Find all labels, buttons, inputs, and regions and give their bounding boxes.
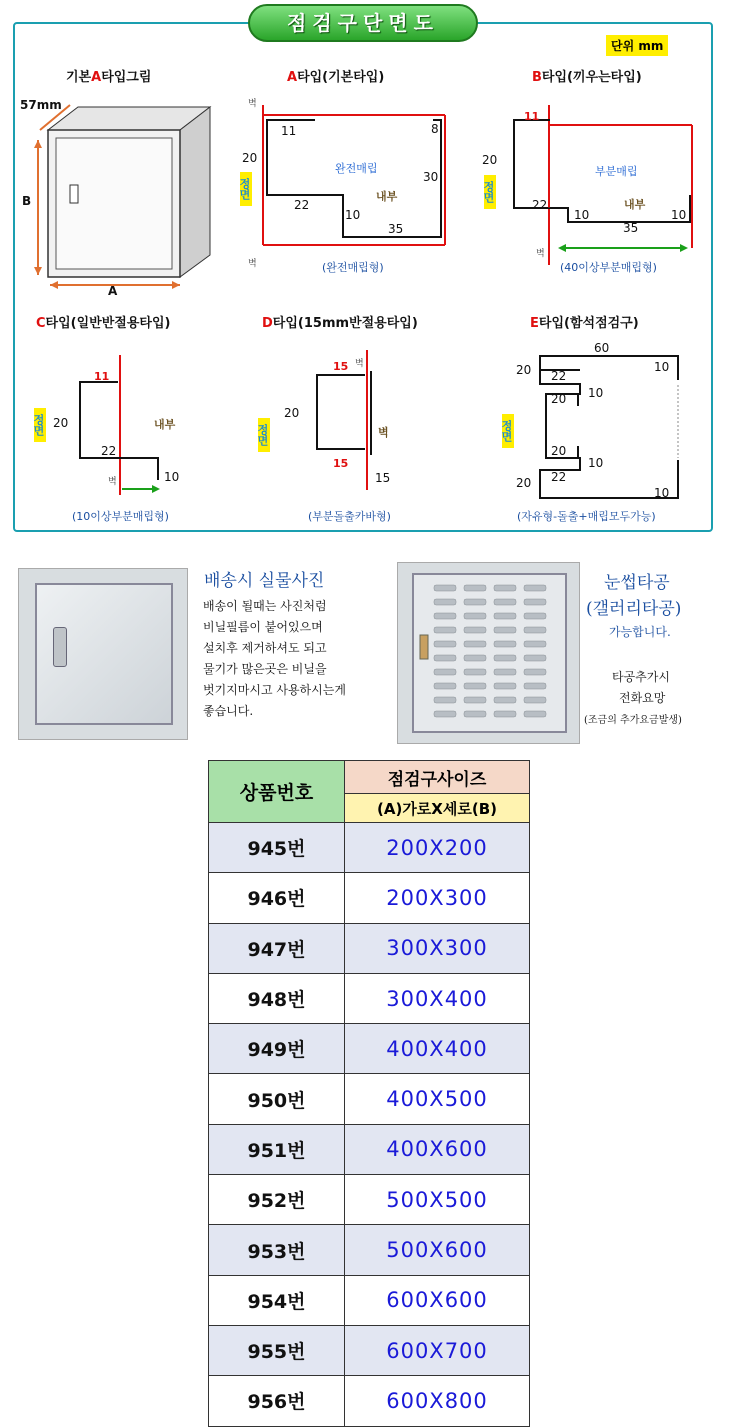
- type-c-caption: (10이상부분매립형): [72, 510, 169, 523]
- type-d-caption: (부분돌출카바형): [308, 510, 391, 523]
- basic-height-label: B: [22, 194, 32, 208]
- table-row: 951번 400X600: [209, 1124, 530, 1174]
- type-a-inside-label: 내부: [376, 190, 398, 203]
- type-b-d22: 22: [532, 198, 548, 212]
- type-e-d10d: 10: [654, 486, 670, 500]
- type-e-title: E타입(함석점검구): [530, 316, 639, 331]
- type-b-caption: (40이상부분매립형): [560, 261, 657, 274]
- type-a-wall-bottom: 벽: [248, 259, 257, 269]
- basic-depth-label: 57mm: [20, 98, 62, 112]
- type-b-front-label: 정면: [484, 175, 496, 209]
- table-header-row: [209, 761, 530, 794]
- table-row: 955번 600X700: [209, 1325, 530, 1375]
- type-d-title: D타입(15mm반절용타입): [262, 316, 418, 331]
- delivery-photo-text: 배송이 될때는 사진처럼 비닐필름이 붙어있으며 설치후 제거하셔도 되고 물기가 많은곳은 비닐을 벗기지마시고 사용하시는게 좋습니다.: [203, 599, 346, 718]
- type-e-d20b: 20: [551, 392, 567, 406]
- type-a-d11: 11: [281, 124, 297, 138]
- header-size-sub: (A)가로X세로(B): [345, 794, 530, 823]
- type-a-wall-top: 벽: [248, 99, 257, 109]
- type-e-d10c: 10: [588, 456, 604, 470]
- table-row: 950번 400X500: [209, 1074, 530, 1124]
- table-row: 954번 600X600: [209, 1275, 530, 1325]
- header-product-no: 상품번호: [209, 761, 345, 823]
- type-b-wall: 벽: [536, 249, 545, 259]
- type-e-d20a: 20: [516, 363, 532, 377]
- table-row: 949번 400X400: [209, 1024, 530, 1074]
- type-e-d22b: 22: [551, 470, 567, 484]
- type-c-d10: 10: [164, 470, 180, 484]
- type-c-title: C타입(일반반절용타입): [36, 316, 171, 331]
- type-e-d10a: 10: [654, 360, 670, 374]
- type-d-d15c: 15: [375, 471, 391, 485]
- gallery-door: [412, 573, 567, 733]
- type-b-title: B타입(끼우는타입): [532, 70, 642, 85]
- type-c-wall: 벽: [108, 477, 117, 487]
- type-e-d10b: 10: [588, 386, 604, 400]
- type-b-d10b: 10: [671, 208, 687, 222]
- type-a-d8: 8: [431, 122, 439, 136]
- type-e-d20c: 20: [551, 444, 567, 458]
- type-c-front-label: 정면: [34, 408, 46, 442]
- type-b-fill-label: 부분매립: [595, 165, 638, 178]
- basic-box-drawing: [30, 95, 220, 305]
- type-a-d30: 30: [423, 170, 439, 184]
- type-a-title: A타입(기본타입): [287, 70, 385, 85]
- type-c-d11: 11: [94, 370, 110, 383]
- basic-title: 기본A타입그림: [66, 70, 152, 85]
- size-table: [208, 760, 530, 1427]
- unit-label: 단위 mm: [606, 35, 668, 56]
- type-e-d60: 60: [594, 341, 610, 355]
- table-row: 952번 500X500: [209, 1175, 530, 1225]
- type-e-d22a: 22: [551, 369, 567, 383]
- table-row: 953번 500X600: [209, 1225, 530, 1275]
- type-b-d20: 20: [482, 153, 498, 167]
- type-d-d20: 20: [284, 406, 300, 420]
- gallery-photo: [397, 562, 580, 744]
- type-d-d15a: 15: [333, 360, 349, 373]
- latch-icon: [53, 627, 67, 667]
- type-d-wall-top: 벽: [355, 359, 364, 369]
- type-a-front-label: 정면: [240, 172, 252, 206]
- type-c-d22: 22: [101, 444, 117, 458]
- louver-slots-icon: [414, 575, 565, 731]
- type-e-d20d: 20: [516, 476, 532, 490]
- type-d-d15b: 15: [333, 457, 349, 470]
- gallery-note-3: (조금의 추가요금발생): [584, 715, 682, 726]
- type-b-section: [500, 100, 705, 270]
- type-a-d35: 35: [388, 222, 404, 236]
- type-e-front-label: 정면: [502, 414, 514, 448]
- table-row: 947번 300X300: [209, 923, 530, 973]
- table-row: 956번 600X800: [209, 1376, 530, 1426]
- table-row: 945번 200X200: [209, 823, 530, 873]
- page-title: 점검구단면도: [248, 4, 478, 42]
- type-a-caption: (완전매립형): [322, 261, 384, 274]
- type-a-d10: 10: [345, 208, 361, 222]
- type-b-d10a: 10: [574, 208, 590, 222]
- gallery-title-1: 눈썹타공: [604, 573, 670, 593]
- type-a-d22: 22: [294, 198, 310, 212]
- type-c-inside-label: 내부: [154, 418, 176, 431]
- header-size: 점검구사이즈: [345, 761, 530, 794]
- table-row: 948번 300X400: [209, 973, 530, 1023]
- type-c-d20: 20: [53, 416, 69, 430]
- gallery-subtitle: 가능합니다.: [609, 625, 671, 639]
- gallery-note-1: 타공추가시: [612, 670, 670, 684]
- type-d-wall-mid: 벽: [378, 426, 389, 439]
- delivery-photo-title: 배송시 실물사진: [204, 571, 325, 591]
- gallery-note-2: 전화요망: [619, 691, 666, 705]
- table-row: 946번 200X300: [209, 873, 530, 923]
- gallery-title-2: (갤러리타공): [586, 599, 682, 619]
- type-a-d20: 20: [242, 151, 258, 165]
- basic-width-label: A: [108, 284, 118, 298]
- type-e-caption: (자유형-돌출+매립모두가능): [517, 510, 656, 523]
- delivery-photo: [18, 568, 188, 740]
- type-b-inside-label: 내부: [624, 198, 646, 211]
- type-a-fill-label: 완전매립: [335, 162, 378, 175]
- type-d-front-label: 정면: [258, 418, 270, 452]
- type-b-d35: 35: [623, 221, 639, 235]
- type-b-d11: 11: [524, 110, 540, 123]
